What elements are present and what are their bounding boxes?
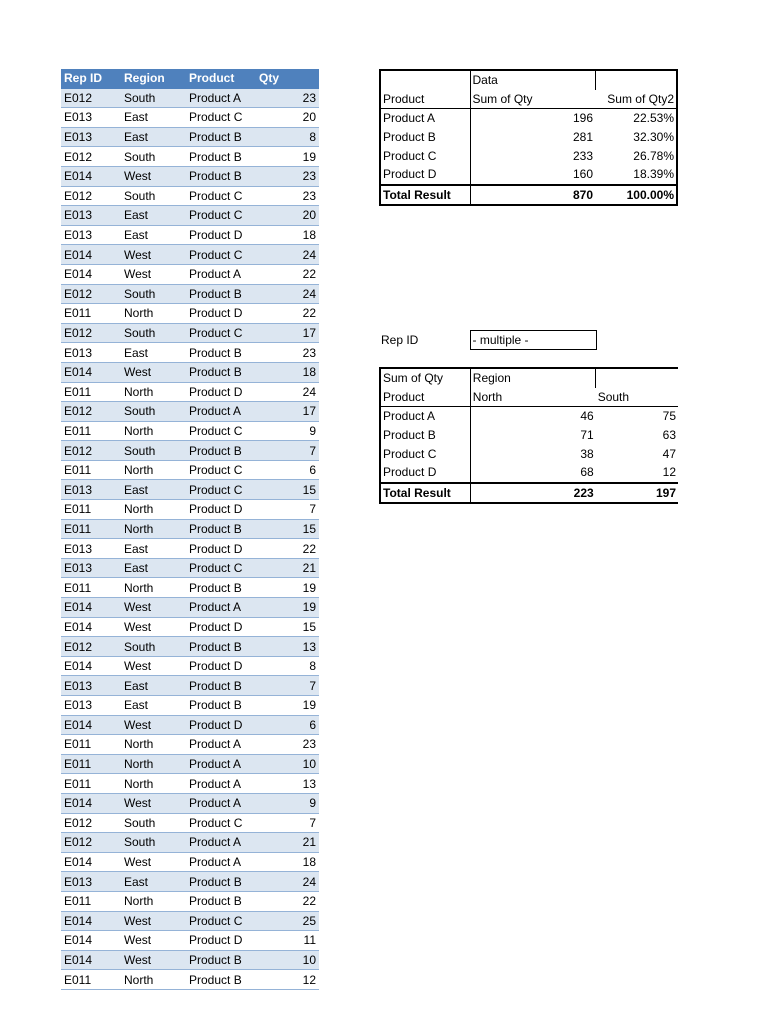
- pivot2-row: [380, 426, 678, 445]
- pivot2-north-cell[interactable]: 71: [580, 428, 594, 443]
- rep-id-cell[interactable]: E011: [61, 578, 121, 598]
- product-cell[interactable]: Product B: [186, 519, 256, 539]
- qty-cell[interactable]: 20: [256, 206, 319, 226]
- rep-id-cell[interactable]: E014: [61, 362, 121, 382]
- rep-id-cell[interactable]: E012: [61, 637, 121, 657]
- qty-cell[interactable]: 24: [256, 382, 319, 402]
- region-cell[interactable]: South: [121, 323, 186, 343]
- rep-id-cell[interactable]: E012: [61, 813, 121, 833]
- qty-cell[interactable]: 23: [256, 166, 319, 186]
- product-cell[interactable]: Product D: [186, 617, 256, 637]
- table-row: [61, 754, 319, 774]
- table-row: [61, 539, 319, 559]
- pivot1-sum-cell[interactable]: 281: [572, 130, 593, 145]
- rep-id-cell[interactable]: E011: [61, 774, 121, 794]
- pivot2-product-cell[interactable]: Product C: [380, 444, 470, 463]
- region-cell[interactable]: North: [121, 519, 186, 539]
- product-cell[interactable]: Product B: [186, 362, 256, 382]
- table-row: [61, 264, 319, 284]
- rep-id-cell[interactable]: E014: [61, 264, 121, 284]
- pivot1-total-sum[interactable]: 870: [470, 185, 595, 206]
- region-cell[interactable]: East: [121, 676, 186, 696]
- region-cell[interactable]: West: [121, 166, 186, 186]
- product-cell[interactable]: Product B: [186, 676, 256, 696]
- qty-cell[interactable]: 22: [256, 891, 319, 911]
- product-cell[interactable]: Product D: [186, 539, 256, 559]
- product-cell[interactable]: Product C: [186, 421, 256, 441]
- product-cell[interactable]: Product B: [186, 343, 256, 363]
- table-row: [61, 970, 319, 990]
- product-cell[interactable]: Product B: [186, 441, 256, 461]
- table-row: [61, 656, 319, 676]
- region-cell[interactable]: North: [121, 500, 186, 520]
- region-cell[interactable]: South: [121, 147, 186, 167]
- region-cell[interactable]: West: [121, 911, 186, 931]
- pivot-table-product-by-region: [379, 367, 678, 504]
- qty-cell[interactable]: 19: [256, 578, 319, 598]
- qty-cell[interactable]: 6: [256, 460, 319, 480]
- pivot2-total-row: [380, 483, 678, 504]
- table-row: [61, 402, 319, 422]
- table-row: [61, 558, 319, 578]
- qty-cell[interactable]: 19: [256, 147, 319, 167]
- qty-cell[interactable]: 21: [256, 833, 319, 853]
- pivot2-south-cell[interactable]: 47: [662, 446, 676, 461]
- rep-id-cell[interactable]: E014: [61, 911, 121, 931]
- rep-id-cell[interactable]: E013: [61, 480, 121, 500]
- qty-cell[interactable]: 18: [256, 362, 319, 382]
- table-row: [61, 421, 319, 441]
- qty-cell[interactable]: 24: [256, 872, 319, 892]
- rep-id-cell[interactable]: E012: [61, 323, 121, 343]
- sales-data-table: [61, 69, 319, 990]
- pivot2-col-product[interactable]: Product: [380, 388, 470, 407]
- region-cell[interactable]: West: [121, 931, 186, 951]
- pivot1-data-label[interactable]: Data: [470, 70, 595, 90]
- product-cell[interactable]: Product B: [186, 284, 256, 304]
- region-cell[interactable]: West: [121, 245, 186, 265]
- pivot1-empty-cell[interactable]: [595, 70, 677, 90]
- table-row: [61, 108, 319, 128]
- product-cell[interactable]: Product A: [186, 833, 256, 853]
- region-cell[interactable]: South: [121, 186, 186, 206]
- qty-cell[interactable]: 18: [256, 852, 319, 872]
- region-cell[interactable]: West: [121, 793, 186, 813]
- pivot1-header-row: [380, 90, 677, 109]
- product-cell[interactable]: Product C: [186, 186, 256, 206]
- rep-id-cell[interactable]: E011: [61, 421, 121, 441]
- region-cell[interactable]: North: [121, 578, 186, 598]
- qty-cell[interactable]: 6: [256, 715, 319, 735]
- rep-id-cell[interactable]: E014: [61, 715, 121, 735]
- pivot2-top-row: [380, 368, 678, 388]
- product-cell[interactable]: Product A: [186, 264, 256, 284]
- table-row: [61, 891, 319, 911]
- product-cell[interactable]: Product A: [186, 754, 256, 774]
- region-cell[interactable]: North: [121, 774, 186, 794]
- table-row: [61, 833, 319, 853]
- qty-cell[interactable]: 19: [256, 598, 319, 618]
- qty-cell[interactable]: 13: [256, 637, 319, 657]
- pivot2-col-north[interactable]: North: [470, 388, 595, 407]
- region-cell[interactable]: West: [121, 617, 186, 637]
- data-table-header-row: [61, 69, 319, 88]
- table-row: [61, 715, 319, 735]
- region-cell[interactable]: East: [121, 872, 186, 892]
- region-cell[interactable]: North: [121, 421, 186, 441]
- qty-cell[interactable]: 8: [256, 127, 319, 147]
- table-row: [61, 323, 319, 343]
- qty-cell[interactable]: 7: [256, 500, 319, 520]
- product-cell[interactable]: Product A: [186, 402, 256, 422]
- rep-id-cell[interactable]: E014: [61, 931, 121, 951]
- qty-cell[interactable]: 12: [256, 970, 319, 990]
- rep-id-cell[interactable]: E012: [61, 441, 121, 461]
- region-cell[interactable]: South: [121, 637, 186, 657]
- rep-id-cell[interactable]: E012: [61, 402, 121, 422]
- region-cell[interactable]: West: [121, 362, 186, 382]
- product-cell[interactable]: Product A: [186, 793, 256, 813]
- qty-cell[interactable]: 19: [256, 696, 319, 716]
- table-row: [61, 206, 319, 226]
- table-row: [61, 696, 319, 716]
- rep-id-cell[interactable]: E011: [61, 304, 121, 324]
- qty-cell[interactable]: 7: [256, 813, 319, 833]
- region-cell[interactable]: East: [121, 539, 186, 559]
- pivot2-header-row: [380, 388, 678, 407]
- region-cell[interactable]: South: [121, 88, 186, 108]
- qty-cell[interactable]: 18: [256, 225, 319, 245]
- product-cell[interactable]: Product D: [186, 304, 256, 324]
- product-cell[interactable]: Product A: [186, 88, 256, 108]
- table-row: [61, 147, 319, 167]
- region-cell[interactable]: West: [121, 598, 186, 618]
- qty-cell[interactable]: 23: [256, 735, 319, 755]
- region-cell[interactable]: East: [121, 206, 186, 226]
- region-cell[interactable]: North: [121, 382, 186, 402]
- pivot1-sum-cell[interactable]: 233: [572, 148, 593, 163]
- pivot2-total-north[interactable]: 223: [470, 483, 595, 504]
- pivot1-sum-cell[interactable]: 196: [572, 111, 593, 126]
- product-cell[interactable]: Product A: [186, 774, 256, 794]
- table-row: [61, 304, 319, 324]
- rep-id-cell[interactable]: E013: [61, 225, 121, 245]
- pivot2-south-cell[interactable]: 75: [662, 409, 676, 424]
- region-cell[interactable]: East: [121, 225, 186, 245]
- header-region[interactable]: Region: [121, 69, 186, 88]
- qty-cell[interactable]: 8: [256, 656, 319, 676]
- table-row: [61, 598, 319, 618]
- pivot2-north-cell[interactable]: 46: [580, 409, 594, 424]
- region-cell[interactable]: South: [121, 833, 186, 853]
- region-cell[interactable]: South: [121, 402, 186, 422]
- qty-cell[interactable]: 11: [256, 931, 319, 951]
- table-row: [61, 166, 319, 186]
- table-row: [61, 950, 319, 970]
- product-cell[interactable]: Product B: [186, 872, 256, 892]
- product-cell[interactable]: Product C: [186, 245, 256, 265]
- region-cell[interactable]: East: [121, 480, 186, 500]
- header-rep-id[interactable]: Rep ID: [61, 69, 121, 88]
- rep-id-cell[interactable]: E012: [61, 284, 121, 304]
- product-cell[interactable]: Product C: [186, 813, 256, 833]
- qty-cell[interactable]: 10: [256, 950, 319, 970]
- pivot2-north-cell[interactable]: 38: [580, 446, 594, 461]
- qty-cell[interactable]: 15: [256, 480, 319, 500]
- region-cell[interactable]: East: [121, 127, 186, 147]
- rep-id-filter-dropdown[interactable]: - multiple -: [470, 331, 596, 350]
- product-cell[interactable]: Product B: [186, 891, 256, 911]
- rep-id-cell[interactable]: E011: [61, 460, 121, 480]
- table-row: [61, 676, 319, 696]
- product-cell[interactable]: Product A: [186, 852, 256, 872]
- product-cell[interactable]: Product B: [186, 950, 256, 970]
- product-cell[interactable]: Product B: [186, 166, 256, 186]
- rep-id-cell[interactable]: E014: [61, 656, 121, 676]
- product-cell[interactable]: Product B: [186, 147, 256, 167]
- pivot1-row: [380, 128, 677, 147]
- pivot1-product-cell[interactable]: Product A: [380, 109, 470, 128]
- rep-id-cell[interactable]: E011: [61, 500, 121, 520]
- rep-id-cell[interactable]: E012: [61, 833, 121, 853]
- rep-id-cell[interactable]: E011: [61, 382, 121, 402]
- pivot1-product-cell[interactable]: Product D: [380, 165, 470, 185]
- pivot1-row: [380, 165, 677, 185]
- region-cell[interactable]: East: [121, 343, 186, 363]
- rep-id-cell[interactable]: E011: [61, 519, 121, 539]
- table-row: [61, 88, 319, 108]
- product-cell[interactable]: Product B: [186, 637, 256, 657]
- qty-cell[interactable]: 7: [256, 441, 319, 461]
- region-cell[interactable]: North: [121, 735, 186, 755]
- qty-cell[interactable]: 9: [256, 421, 319, 441]
- qty-cell[interactable]: 23: [256, 186, 319, 206]
- table-row: [61, 186, 319, 206]
- product-cell[interactable]: Product A: [186, 735, 256, 755]
- region-cell[interactable]: West: [121, 656, 186, 676]
- pivot2-col-south[interactable]: South: [596, 388, 678, 407]
- table-row: [61, 500, 319, 520]
- product-cell[interactable]: Product B: [186, 696, 256, 716]
- region-cell[interactable]: East: [121, 108, 186, 128]
- rep-id-cell[interactable]: E013: [61, 676, 121, 696]
- rep-id-cell[interactable]: E013: [61, 343, 121, 363]
- product-cell[interactable]: Product D: [186, 382, 256, 402]
- table-row: [61, 362, 319, 382]
- pivot2-region-label[interactable]: Region: [470, 368, 595, 388]
- qty-cell[interactable]: 9: [256, 793, 319, 813]
- rep-id-cell[interactable]: E013: [61, 127, 121, 147]
- pivot1-total-pct[interactable]: 100.00%: [595, 185, 677, 206]
- rep-id-cell[interactable]: E012: [61, 186, 121, 206]
- rep-id-cell[interactable]: E011: [61, 754, 121, 774]
- product-cell[interactable]: Product D: [186, 656, 256, 676]
- pivot1-pct-cell[interactable]: 18.39%: [633, 167, 674, 182]
- rep-id-cell[interactable]: E011: [61, 891, 121, 911]
- table-row: [61, 245, 319, 265]
- table-row: [61, 519, 319, 539]
- pivot1-product-cell[interactable]: Product C: [380, 146, 470, 165]
- product-cell[interactable]: Product A: [186, 598, 256, 618]
- pivot2-empty-cell[interactable]: [596, 368, 678, 388]
- rep-id-cell[interactable]: E013: [61, 539, 121, 559]
- header-qty[interactable]: Qty: [256, 69, 319, 88]
- qty-cell[interactable]: 13: [256, 774, 319, 794]
- table-row: [61, 480, 319, 500]
- qty-cell[interactable]: 23: [256, 343, 319, 363]
- region-cell[interactable]: West: [121, 715, 186, 735]
- pivot1-col-sum[interactable]: Sum of Qty: [470, 90, 595, 109]
- pivot2-south-cell[interactable]: 12: [662, 465, 676, 480]
- qty-cell[interactable]: 15: [256, 519, 319, 539]
- table-row: [61, 931, 319, 951]
- rep-id-cell[interactable]: E014: [61, 950, 121, 970]
- rep-id-cell[interactable]: E014: [61, 598, 121, 618]
- pivot-table-product-summary: [379, 69, 678, 206]
- header-product[interactable]: Product: [186, 69, 256, 88]
- pivot2-north-cell[interactable]: 68: [580, 465, 594, 480]
- table-row: [61, 441, 319, 461]
- region-cell[interactable]: North: [121, 754, 186, 774]
- pivot2-product-cell[interactable]: Product B: [380, 426, 470, 445]
- qty-cell[interactable]: 22: [256, 304, 319, 324]
- region-cell[interactable]: South: [121, 284, 186, 304]
- pivot1-col-sum2[interactable]: Sum of Qty2: [595, 90, 677, 109]
- table-row: [61, 284, 319, 304]
- qty-cell[interactable]: 7: [256, 676, 319, 696]
- pivot2-row: [380, 463, 678, 483]
- pivot1-corner-cell[interactable]: [380, 70, 470, 90]
- rep-id-cell[interactable]: E011: [61, 970, 121, 990]
- pivot2-product-cell[interactable]: Product A: [380, 407, 470, 426]
- qty-cell[interactable]: 25: [256, 911, 319, 931]
- table-row: [61, 637, 319, 657]
- qty-cell[interactable]: 24: [256, 284, 319, 304]
- table-row: [61, 813, 319, 833]
- rep-id-cell[interactable]: E014: [61, 245, 121, 265]
- pivot1-col-product[interactable]: Product: [380, 90, 470, 109]
- pivot1-sum-cell[interactable]: 160: [572, 167, 593, 182]
- rep-id-cell[interactable]: E014: [61, 852, 121, 872]
- rep-id-cell[interactable]: E013: [61, 558, 121, 578]
- pivot2-row: [380, 407, 678, 426]
- region-cell[interactable]: North: [121, 891, 186, 911]
- product-cell[interactable]: Product C: [186, 558, 256, 578]
- table-row: [61, 578, 319, 598]
- rep-id-cell[interactable]: E014: [61, 793, 121, 813]
- pivot1-row: [380, 146, 677, 165]
- rep-id-cell[interactable]: E011: [61, 735, 121, 755]
- rep-id-page-filter: [379, 330, 597, 350]
- product-cell[interactable]: Product C: [186, 108, 256, 128]
- pivot1-data-row: [380, 70, 677, 90]
- pivot1-total-row: [380, 185, 677, 206]
- qty-cell[interactable]: 10: [256, 754, 319, 774]
- product-cell[interactable]: Product D: [186, 931, 256, 951]
- pivot2-sum-label[interactable]: Sum of Qty: [380, 368, 470, 388]
- product-cell[interactable]: Product C: [186, 206, 256, 226]
- product-cell[interactable]: Product B: [186, 127, 256, 147]
- region-cell[interactable]: West: [121, 264, 186, 284]
- rep-id-cell[interactable]: E014: [61, 166, 121, 186]
- table-row: [61, 343, 319, 363]
- region-cell[interactable]: North: [121, 970, 186, 990]
- region-cell[interactable]: West: [121, 950, 186, 970]
- rep-id-cell[interactable]: E012: [61, 88, 121, 108]
- table-row: [61, 852, 319, 872]
- pivot1-total-label[interactable]: Total Result: [380, 185, 470, 206]
- qty-cell[interactable]: 17: [256, 402, 319, 422]
- qty-cell[interactable]: 15: [256, 617, 319, 637]
- rep-id-cell[interactable]: E013: [61, 206, 121, 226]
- qty-cell[interactable]: 24: [256, 245, 319, 265]
- region-cell[interactable]: East: [121, 696, 186, 716]
- qty-cell[interactable]: 22: [256, 539, 319, 559]
- product-cell[interactable]: Product C: [186, 323, 256, 343]
- qty-cell[interactable]: 20: [256, 108, 319, 128]
- pivot1-pct-cell[interactable]: 22.53%: [633, 111, 674, 126]
- region-cell[interactable]: West: [121, 852, 186, 872]
- pivot1-pct-cell[interactable]: 32.30%: [633, 130, 674, 145]
- region-cell[interactable]: North: [121, 304, 186, 324]
- table-row: [61, 617, 319, 637]
- table-row: [61, 774, 319, 794]
- table-row: [61, 911, 319, 931]
- product-cell[interactable]: Product B: [186, 970, 256, 990]
- product-cell[interactable]: Product C: [186, 480, 256, 500]
- table-row: [61, 127, 319, 147]
- table-row: [61, 793, 319, 813]
- pivot2-row: [380, 444, 678, 463]
- rep-id-cell[interactable]: E014: [61, 617, 121, 637]
- pivot2-total-south[interactable]: 197: [596, 483, 678, 504]
- qty-cell[interactable]: 22: [256, 264, 319, 284]
- table-row: [61, 872, 319, 892]
- rep-id-cell[interactable]: E012: [61, 147, 121, 167]
- region-cell[interactable]: South: [121, 441, 186, 461]
- region-cell[interactable]: South: [121, 813, 186, 833]
- table-row: [61, 735, 319, 755]
- product-cell[interactable]: Product C: [186, 911, 256, 931]
- region-cell[interactable]: North: [121, 460, 186, 480]
- table-row: [61, 460, 319, 480]
- product-cell[interactable]: Product D: [186, 225, 256, 245]
- table-row: [61, 382, 319, 402]
- qty-cell[interactable]: 17: [256, 323, 319, 343]
- qty-cell[interactable]: 23: [256, 88, 319, 108]
- table-row: [61, 225, 319, 245]
- rep-id-cell[interactable]: E013: [61, 696, 121, 716]
- qty-cell[interactable]: 21: [256, 558, 319, 578]
- region-cell[interactable]: East: [121, 558, 186, 578]
- rep-id-cell[interactable]: E013: [61, 872, 121, 892]
- product-cell[interactable]: Product B: [186, 578, 256, 598]
- pivot1-row: [380, 109, 677, 128]
- product-cell[interactable]: Product C: [186, 460, 256, 480]
- pivot1-pct-cell[interactable]: 26.78%: [633, 148, 674, 163]
- rep-id-filter-label: Rep ID: [381, 333, 419, 347]
- product-cell[interactable]: Product D: [186, 500, 256, 520]
- product-cell[interactable]: Product D: [186, 715, 256, 735]
- pivot2-product-cell[interactable]: Product D: [380, 463, 470, 483]
- pivot2-south-cell[interactable]: 63: [662, 428, 676, 443]
- pivot2-total-label[interactable]: Total Result: [380, 483, 470, 504]
- pivot1-product-cell[interactable]: Product B: [380, 128, 470, 147]
- rep-id-cell[interactable]: E013: [61, 108, 121, 128]
